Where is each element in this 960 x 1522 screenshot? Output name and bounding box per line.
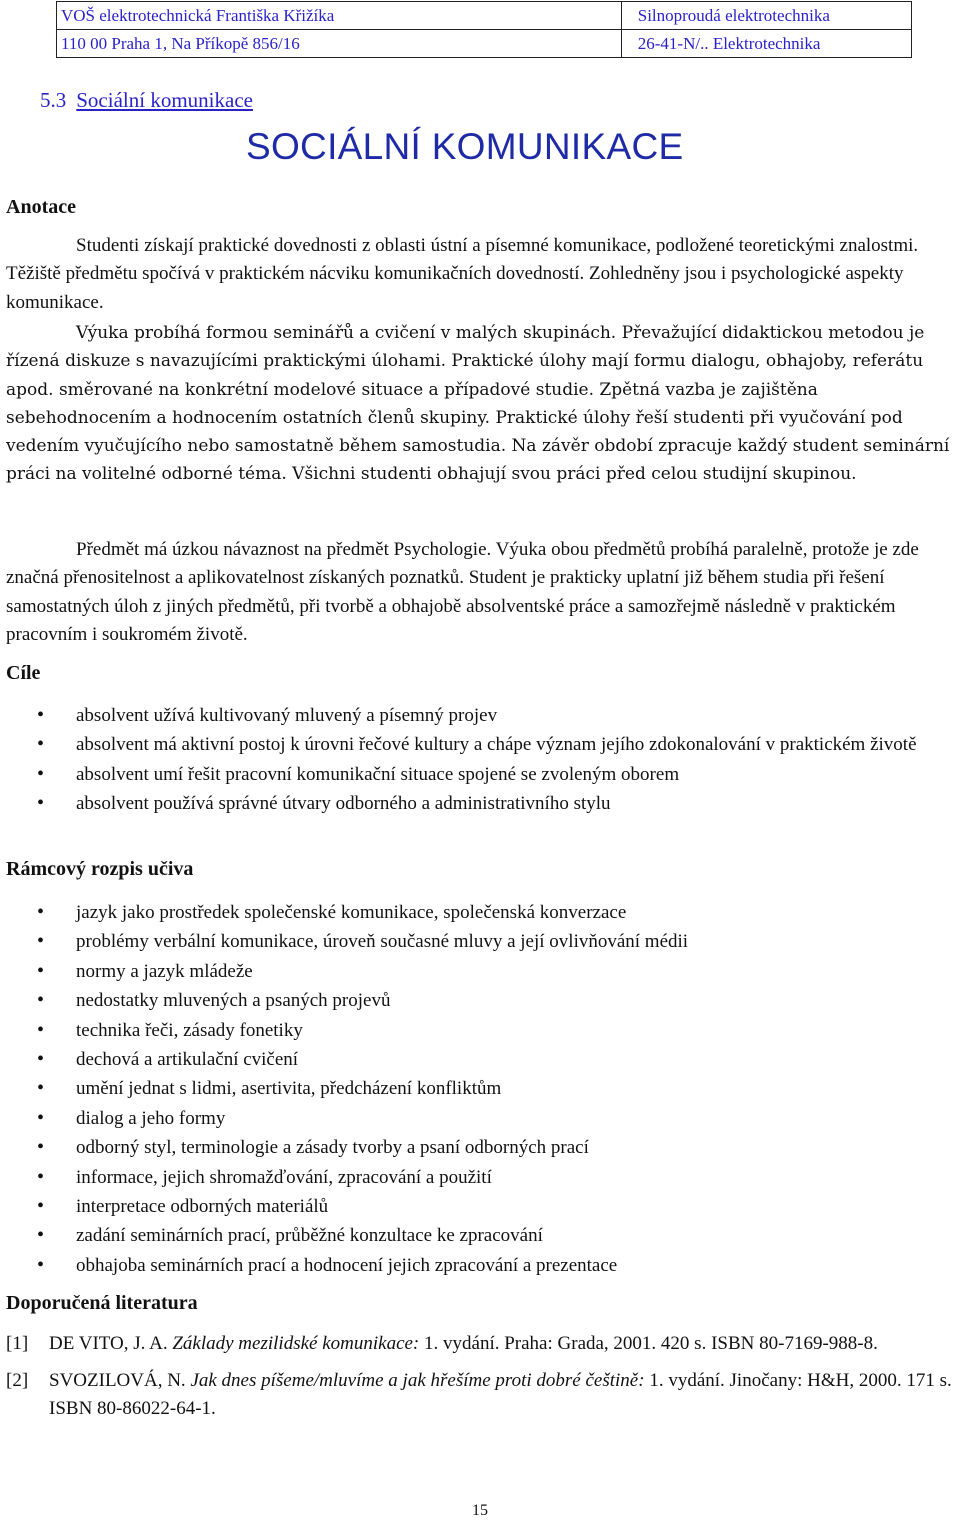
anotace-paragraph-3-text: Předmět má úzkou návaznost na předmět Psychologie. Výuka obou předmětů probíhá paralelně, protože je zde značná přenositelnost a aplikovatelnost získaných poznatků. Student je prakticky uplatní již během studia při řešení samostatných úloh z jiných předmětů, při tvorbě a obhajobě absolventské práce a samozřejmě následně v praktickém pracovním i soukromém životě. [6,539,919,645]
rozpis-item [6,1221,956,1250]
reference-item [6,1367,956,1423]
cile-item-text: absolvent umí řešit pracovní komunikační situace spojené se zvoleným oborem [76,763,680,785]
rozpis-item [6,1251,956,1280]
anotace-paragraph-1-text: Studenti získají praktické dovednosti z oblasti ústní a písemné komunikace, podložené teoretickými znalostmi. Těžiště předmětu spočívá v praktickém nácviku komunikačních dovedností. Zohledněny jsou i psychologické aspekty komunikace. [6,235,919,313]
anotace-paragraph-3 [6,536,956,649]
rozpis-item-text: problémy verbální komunikace, úroveň současné mluvy a její ovlivňování médii [76,931,689,953]
cile-item-text: absolvent užívá kultivovaný mluvený a písemný projev [76,705,498,726]
rozpis-list [6,898,956,1280]
bullet-icon: • [37,762,45,785]
rozpis-item-text: nedostatky mluvených a psaných projevů [76,990,391,1012]
bullet-icon: • [37,901,45,923]
literatura-heading: Doporučená literatura [6,1292,198,1314]
reference-details: 1. vydání. Jinočany: H&H, 2000. 171 s. ISBN 80-86022-64-1. [49,1370,952,1419]
bullet-icon: • [37,1048,45,1071]
rozpis-item [6,1045,956,1074]
bullet-icon: • [37,1165,45,1188]
bullet-icon: • [37,989,45,1012]
reference-title: Jak dnes píšeme/mluvíme a jak hřešíme proti dobré češtině: [190,1370,645,1391]
cile-item [6,789,956,818]
rozpis-item [6,986,956,1015]
bullet-icon: • [37,1136,45,1159]
literatura-references [6,1330,956,1423]
rozpis-heading: Rámcový rozpis učiva [6,858,194,880]
rozpis-item [6,1163,956,1192]
bullet-icon: • [37,704,45,726]
reference-authors: SVOZILOVÁ, N. [49,1370,186,1391]
reference-authors: DE VITO, J. A. [49,1333,168,1354]
reference-details: 1. vydání. Praha: Grada, 2001. 420 s. ISBN 80-7169-988-8. [424,1333,878,1354]
bullet-icon: • [37,1224,45,1247]
anotace-paragraph-2-text: Výuka probíhá formou seminářů a cvičení v malých skupinách. Převažující didaktickou metodou je řízená diskuze s navazujícími praktickými úlohami. Praktické úlohy mají formu dialogu, obhajoby, referátu apod. směrované na konkrétní modelové situace a případové studie. Zpětná vazba je zajištěna sebehodnocením a hodnocením ostatních členů skupiny. Praktické úlohy řeší studenti při vyučování pod vedením vyučujícího nebo samostatně během samostudia. Na závěr období zpracuje každý student seminární práci na volitelné odborné téma. Všichni studenti obhajují svou práci před celou studijní skupinou. [6,323,950,485]
section-heading [40,88,253,113]
bullet-icon: • [37,1106,45,1129]
header-school-name: VOŠ elektrotechnická Františka Křižíka [57,2,622,30]
rozpis-item-text: obhajoba seminárních prací a hodnocení jejich zpracování a prezentace [76,1254,618,1276]
rozpis-item-text: interpretace odborných materiálů [76,1196,329,1218]
bullet-icon: • [37,733,45,756]
rozpis-item [6,898,956,927]
rozpis-item [6,1074,956,1103]
bullet-icon: • [37,1195,45,1218]
anotace-paragraph-2 [6,319,956,489]
rozpis-item [6,957,956,986]
bullet-icon: • [37,792,45,815]
rozpis-item [6,927,956,956]
section-title: Sociální komunikace [76,88,253,112]
header-school-address: 110 00 Praha 1, Na Příkopě 856/16 [57,30,622,58]
bullet-icon: • [37,1077,45,1100]
section-number: 5.3 [40,88,67,112]
reference-number: [2] [6,1370,29,1391]
header-specialization: Silnoproudá elektrotechnika [621,2,911,30]
reference-title: Základy mezilidské komunikace: [172,1333,420,1354]
page-number: 15 [472,1502,488,1519]
rozpis-item [6,1192,956,1221]
anotace-heading: Anotace [6,196,76,218]
cile-list [6,701,956,819]
rozpis-item-text: dechová a artikulační cvičení [76,1049,299,1071]
page-title: SOCIÁLNÍ KOMUNIKACE [246,126,684,167]
rozpis-item-text: normy a jazyk mládeže [76,960,253,982]
rozpis-item-text: jazyk jako prostředek společenské komunikace, společenská konverzace [76,902,627,923]
rozpis-item-text: dialog a jeho formy [76,1107,226,1129]
cile-item-text: absolvent používá správné útvary odborného a administrativního stylu [76,793,611,815]
rozpis-item [6,1133,956,1162]
cile-item [6,701,956,730]
bullet-icon: • [37,930,45,953]
bullet-icon: • [37,959,45,982]
reference-item [6,1330,956,1358]
bullet-icon: • [37,1253,45,1276]
rozpis-item [6,1104,956,1133]
cile-item [6,760,956,789]
header-field-code: 26-41-N/.. Elektrotechnika [621,30,911,58]
bullet-icon: • [37,1018,45,1041]
rozpis-item-text: technika řeči, zásady fonetiky [76,1019,303,1041]
anotace-paragraph-1 [6,232,956,317]
rozpis-item-text: zadání seminárních prací, průběžné konzultace ke zpracování [76,1225,543,1247]
page-header [56,1,912,58]
rozpis-item-text: informace, jejich shromažďování, zpracování a použití [76,1166,492,1188]
rozpis-item-text: umění jednat s lidmi, asertivita, předcházení konfliktům [76,1078,502,1100]
cile-heading: Cíle [6,662,41,684]
rozpis-item [6,1016,956,1045]
cile-item-text: absolvent má aktivní postoj k úrovni řečové kultury a chápe význam jejího zdokonalování v praktickém životě [76,734,917,756]
rozpis-item-text: odborný styl, terminologie a zásady tvorby a psaní odborných prací [76,1137,589,1159]
reference-number: [1] [6,1333,29,1354]
cile-item [6,730,956,759]
